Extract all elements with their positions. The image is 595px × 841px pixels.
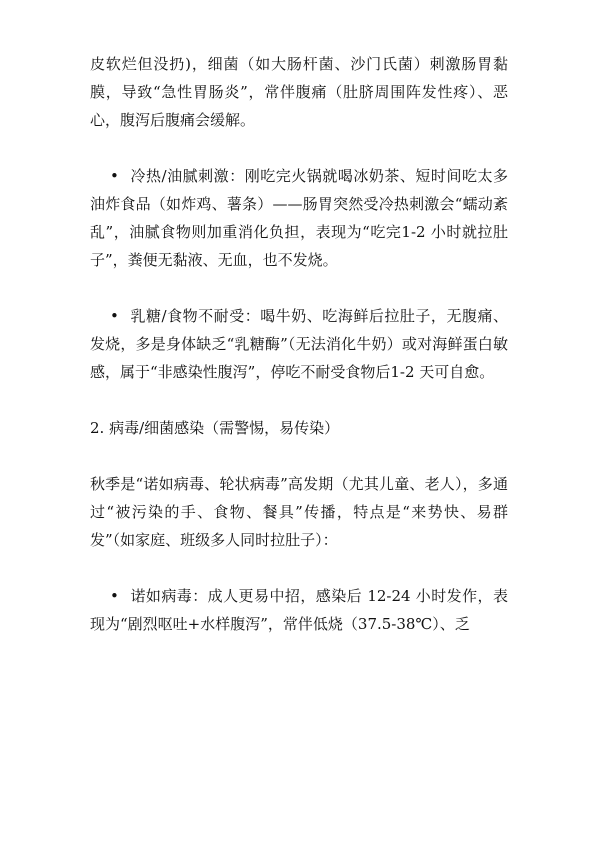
paragraph-bacteria-continuation: 皮软烂但没扔)，细菌（如大肠杆菌、沙门氏菌）刺激肠胃黏膜，导致“急性胃肠炎”，常伴腹痛（肚脐周围阵发性疼）、恶心，腹泻后腹痛会缓解。 [90,55,508,129]
paragraph-autumn-viruses: 秋季是“诺如病毒、轮状病毒”高发期（尤其儿童、老人），多通过“被污染的手、食物、餐具”传播，特点是“来势快、易群发”（如家庭、班级多人同时拉肚子）： [90,475,508,549]
bullet-dot: • [110,307,119,325]
bullet-text: 诺如病毒：成人更易中招，感染后 12-24 小时发作，表现为“剧烈呕吐+水样腹泻”，常伴低烧（37.5-38℃）、乏 [90,587,508,633]
bullet-text: 乳糖/食物不耐受：喝牛奶、吃海鲜后拉肚子，无腹痛、发烧，多是身体缺乏“乳糖酶”（无法消化牛奶）或对海鲜蛋白敏感，属于“非感染性腹泻”，停吃不耐受食物后1-2 天可自愈。 [90,307,508,381]
bullet-text: 冷热/油腻刺激：刚吃完火锅就喝冰奶茶、短时间吃太多油炸食品（如炸鸡、薯条）——肠胃突然受冷热刺激会“蠕动紊乱”，油腻食物则加重消化负担，表现为“吃完1-2 小时就拉肚子”，粪便无黏液、无血，也不发烧。 [90,167,508,269]
bullet-cold-hot-greasy [90,162,508,274]
document-body [90,50,508,666]
bullet-norovirus [90,582,508,638]
bullet-dot: • [110,587,119,605]
bullet-dot: • [110,167,119,185]
bullet-lactose-intolerance [90,302,508,386]
section-heading-infection: 2. 病毒/细菌感染（需警惕，易传染） [90,419,340,437]
